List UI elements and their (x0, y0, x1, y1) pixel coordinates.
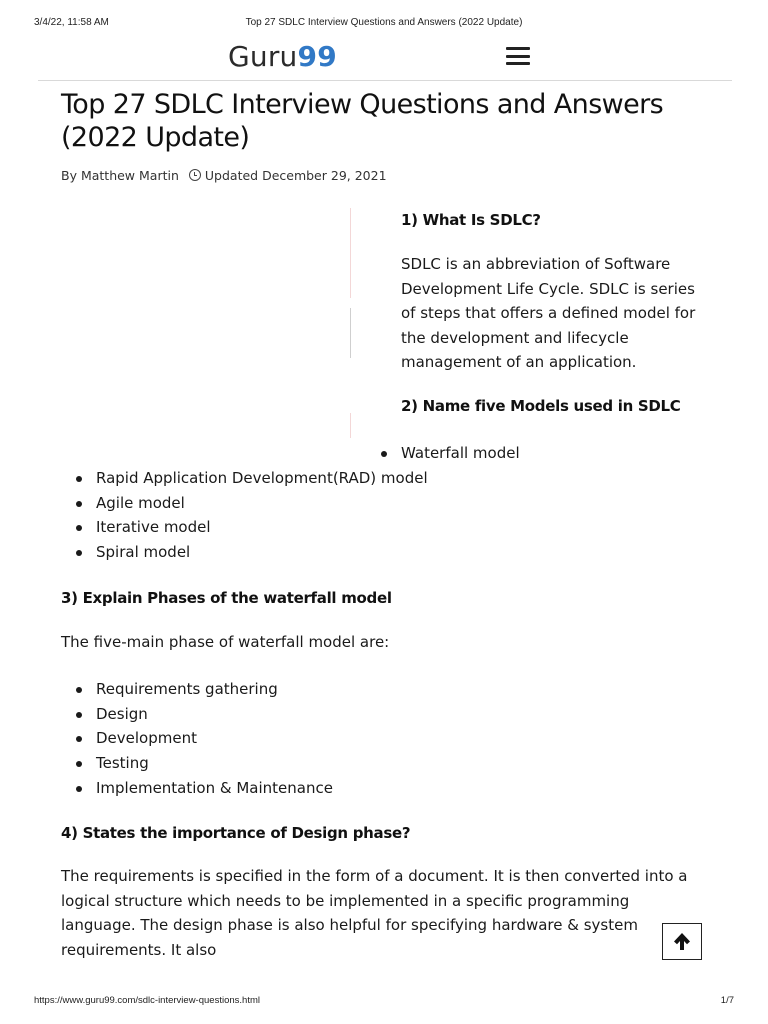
list-item: Testing (96, 751, 333, 776)
print-page-number: 1/7 (720, 995, 734, 1006)
q4-answer: The requirements is specified in the form of a document. It is then converted into a logical structure which needs to be implemented in a specific programming language. The design phase is also helpful for specifying hardware & system requirements. It also (61, 867, 688, 959)
q3-intro: The five-main phase of waterfall model are: (61, 633, 390, 651)
print-datetime: 3/4/22, 11:58 AM (34, 17, 109, 28)
list-item: Implementation & Maintenance (96, 776, 333, 801)
site-logo[interactable] (228, 40, 337, 73)
list-item: Spiral model (96, 540, 428, 565)
arrow-up-icon (673, 932, 691, 951)
q4-heading: 4) States the importance of Design phase? (61, 824, 411, 842)
author-byline: By Matthew Martin (61, 168, 179, 183)
list-item: Agile model (96, 491, 428, 516)
site-header (38, 38, 732, 81)
q2-list (61, 466, 428, 565)
list-item: Design (96, 702, 333, 727)
q3-heading: 3) Explain Phases of the waterfall model (61, 589, 392, 607)
ad-placeholder (61, 208, 351, 438)
logo-number: 99 (297, 40, 337, 73)
hamburger-menu-icon[interactable] (506, 47, 530, 65)
page-title: Top 27 SDLC Interview Questions and Answers (2022 Update) (61, 89, 664, 153)
q1-answer: SDLC is an abbreviation of Software Development Life Cycle. SDLC is series of steps that offers a defined model for the development and lifecycle management of an application. (401, 255, 696, 372)
list-item: Iterative model (96, 515, 428, 540)
q3-list (61, 677, 333, 801)
q1-heading: 1) What Is SDLC? (401, 211, 541, 229)
print-doc-title: Top 27 SDLC Interview Questions and Answers (2022 Update) (245, 17, 523, 28)
q2-list-first (366, 441, 520, 466)
list-item: Requirements gathering (96, 677, 333, 702)
updated-date: Updated December 29, 2021 (204, 168, 387, 183)
scroll-to-top-button[interactable] (662, 923, 702, 960)
list-item: Rapid Application Development(RAD) model (96, 466, 428, 491)
q2-heading: 2) Name five Models used in SDLC (401, 397, 681, 415)
print-url: https://www.guru99.com/sdlc-interview-questions.html (34, 995, 260, 1006)
logo-text: Guru (228, 40, 298, 73)
list-item: Development (96, 726, 333, 751)
list-item: Waterfall model (401, 441, 520, 466)
clock-icon (189, 169, 201, 181)
article-meta (61, 168, 387, 183)
